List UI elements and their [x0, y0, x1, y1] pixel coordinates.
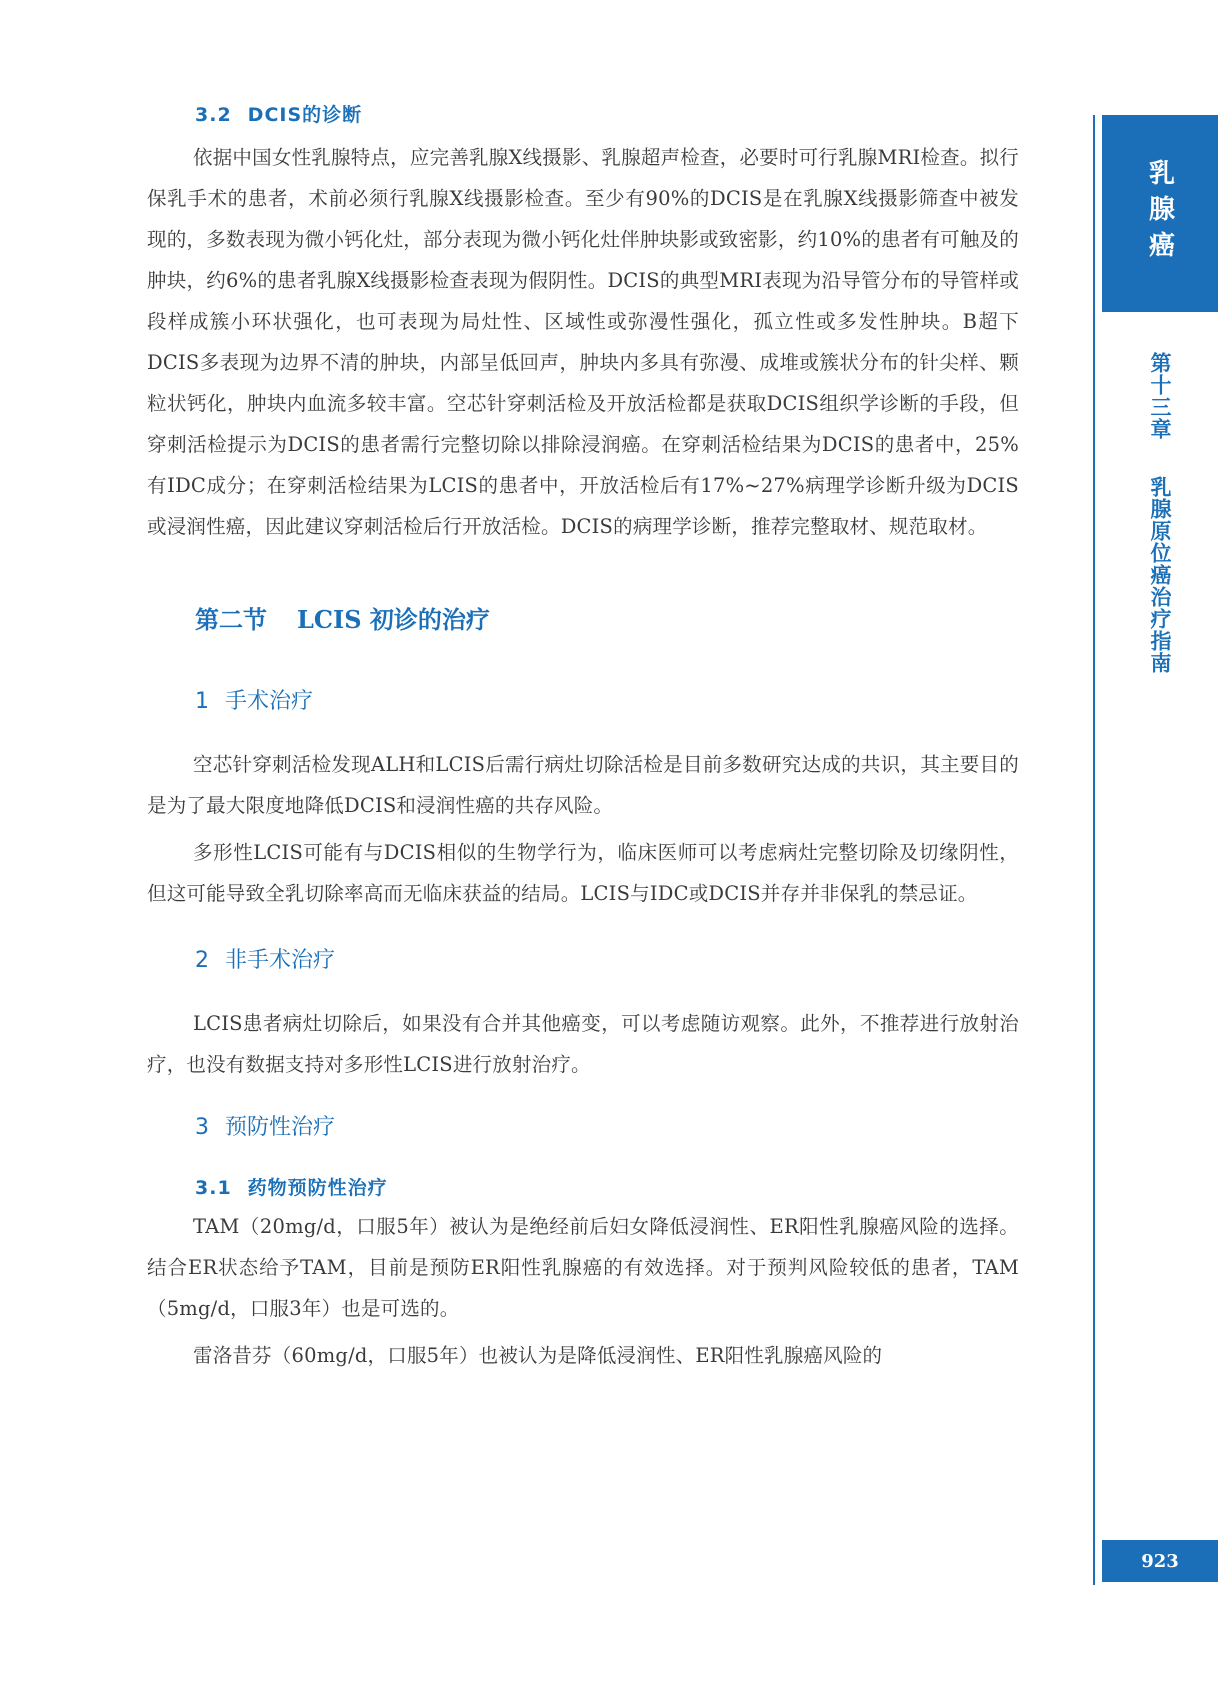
paragraph: 空芯针穿刺活检发现ALH和LCIS后需行病灶切除活检是目前多数研究达成的共识，其主要目的是为了最大限度地降低DCIS和浸润性癌的共存风险。 — [147, 753, 1019, 817]
paragraph: LCIS患者病灶切除后，如果没有合并其他癌变，可以考虑随访观察。此外，不推荐进行放射治疗，也没有数据支持对多形性LCIS进行放射治疗。 — [147, 1012, 1019, 1076]
sidebar-chapter-num: 第十三章 — [1148, 352, 1173, 440]
heading-1: 1 手术治疗 — [195, 689, 314, 714]
heading-3-1: 3.1 药物预防性治疗 — [195, 1177, 388, 1199]
page-content — [147, 100, 1019, 1376]
sidebar-tab — [1102, 115, 1218, 312]
section-title: 第二节 LCIS 初诊的治疗 — [195, 605, 490, 634]
heading-3-2: 3.2 DCIS的诊断 — [195, 104, 363, 126]
paragraph: 依据中国女性乳腺特点，应完善乳腺X线摄影、乳腺超声检查，必要时可行乳腺MRI检查。拟行保乳手术的患者，术前必须行乳腺X线摄影检查。至少有90%的DCIS是在乳腺X线摄影筛查中被发现的，多数表现为微小钙化灶，部分表现为微小钙化灶伴肿块影或致密影，约10%的患者有可触及的肿块，约6%的患者乳腺X线摄影检查表现为假阴性。DCIS的典型MRI表现为沿导管分布的导管样或段样成簇小环状强化，也可表现为局灶性、区域性或弥漫性强化，孤立性或多发性肿块。B超下DCIS多表现为边界不清的肿块，内部呈低回声，肿块内多具有弥漫、成堆或簇状分布的针尖样、颗粒状钙化，肿块内血流多较丰富。空芯针穿刺活检及开放活检都是获取DCIS组织学诊断的手段，但穿刺活检提示为DCIS的患者需行完整切除以排除浸润癌。在穿刺活检结果为DCIS的患者中，25%有IDC成分；在穿刺活检结果为LCIS的患者中，开放活检后有17%~27%病理学诊断升级为DCIS或浸润性癌，因此建议穿刺活检后行开放活检。DCIS的病理学诊断，推荐完整取材、规范取材。 — [147, 146, 1019, 538]
sidebar-chapter-title: 乳腺原位癌治疗指南 — [1148, 476, 1173, 674]
paragraph: TAM（20mg/d，口服5年）被认为是绝经前后妇女降低浸润性、ER阳性乳腺癌风险的选择。结合ER状态给予TAM，目前是预防ER阳性乳腺癌的有效选择。对于预判风险较低的患者，TAM（5mg/d，口服3年）也是可选的。 — [147, 1215, 1019, 1320]
page-number: 923 — [1102, 1540, 1218, 1582]
sidebar-tab-label: 乳腺癌 — [1144, 159, 1175, 267]
paragraph: 多形性LCIS可能有与DCIS相似的生物学行为，临床医师可以考虑病灶完整切除及切缘阴性，但这可能导致全乳切除率高而无临床获益的结局。LCIS与IDC或DCIS并存并非保乳的禁忌证。 — [147, 841, 1019, 905]
sidebar-chapter — [1140, 352, 1180, 674]
paragraph: 雷洛昔芬（60mg/d，口服5年）也被认为是降低浸润性、ER阳性乳腺癌风险的 — [193, 1344, 883, 1367]
heading-2: 2 非手术治疗 — [195, 948, 336, 973]
heading-3: 3 预防性治疗 — [195, 1115, 336, 1140]
sidebar-rule — [1093, 115, 1095, 1585]
